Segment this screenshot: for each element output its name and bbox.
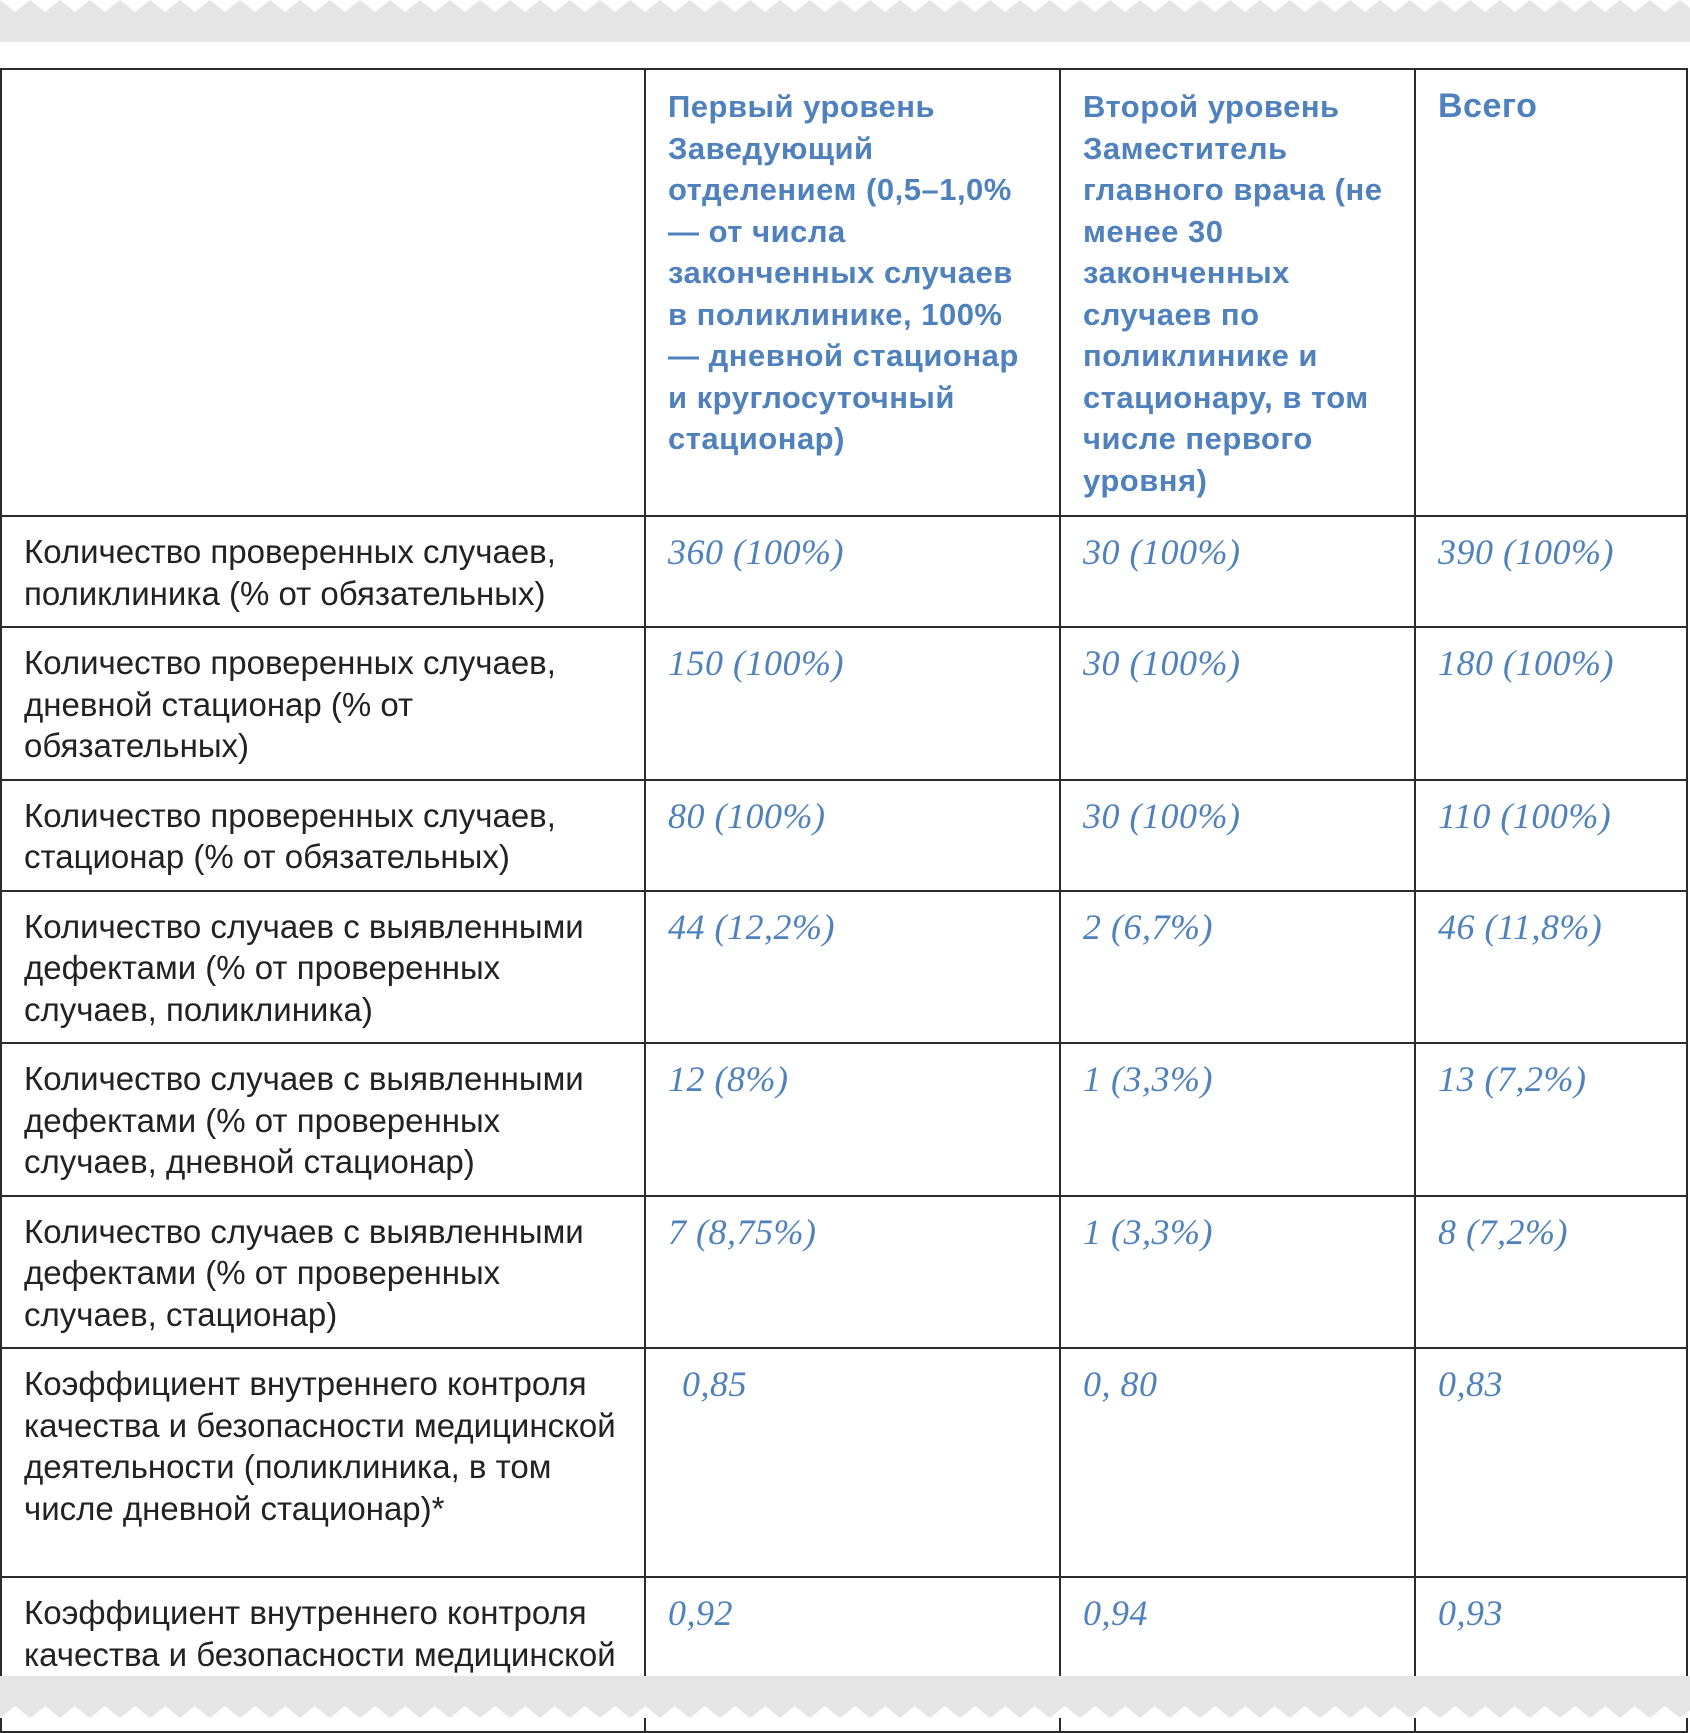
header-row (1, 69, 1687, 516)
second-level-value: 30 (100%) (1060, 627, 1415, 780)
total-value: 8 (7,2%) (1415, 1196, 1687, 1349)
table-row (1, 1348, 1687, 1577)
table-row (1, 1043, 1687, 1196)
zigzag-shape (0, 0, 1690, 12)
total-value: 180 (100%) (1415, 627, 1687, 780)
first-level-value: 44 (12,2%) (645, 891, 1060, 1044)
first-level-value: 12 (8%) (645, 1043, 1060, 1196)
first-level-value: 150 (100%) (645, 627, 1060, 780)
table-row (1, 627, 1687, 780)
total-value: 13 (7,2%) (1415, 1043, 1687, 1196)
first-level-value: 80 (100%) (645, 780, 1060, 891)
row-label: Количество случаев с выявленными дефектами (% от проверенных случаев, поликлиника) (1, 891, 645, 1044)
row-label: Количество проверенных случаев, поликлиника (% от обязательных) (1, 516, 645, 627)
zigzag-shape (0, 1706, 1690, 1718)
header-total: Всего (1415, 69, 1687, 516)
row-label: Количество проверенных случаев, стационар (% от обязательных) (1, 780, 645, 891)
total-value: 0,93 (1415, 1577, 1687, 1732)
header-corner-cell (1, 69, 645, 516)
row-label: Коэффициент внутреннего контроля качества и безопасности медицинской деятельности (поликлиника, в том числе дневной стационар)* (1, 1348, 645, 1577)
row-label: Количество случаев с выявленными дефектами (% от проверенных случаев, стационар) (1, 1196, 645, 1349)
row-label: Количество проверенных случаев, дневной стационар (% от обязательных) (1, 627, 645, 780)
second-level-value: 30 (100%) (1060, 516, 1415, 627)
first-level-value: 360 (100%) (645, 516, 1060, 627)
second-level-value: 0, 80 (1060, 1348, 1415, 1577)
top-decorative-band (0, 0, 1690, 42)
second-level-value: 1 (3,3%) (1060, 1196, 1415, 1349)
first-level-value: 0,85 (645, 1348, 1060, 1577)
row-label: Коэффициент внутреннего контроля качества и безопасности медицинской (1, 1577, 645, 1732)
first-level-value: 0,92 (645, 1577, 1060, 1732)
table-row (1, 516, 1687, 627)
header-first-level: Первый уровень Заведующий отделением (0,5–1,0% — от числа законченных случаев в поликлинике, 100% — дневной стационар и круглосуточный стационар) (645, 69, 1060, 516)
total-value: 110 (100%) (1415, 780, 1687, 891)
table-row (1, 891, 1687, 1044)
second-level-value: 2 (6,7%) (1060, 891, 1415, 1044)
zigzag-edge-bottom (0, 1676, 1690, 1718)
total-value: 46 (11,8%) (1415, 891, 1687, 1044)
zigzag-edge-top (0, 0, 1690, 42)
first-level-value: 7 (8,75%) (645, 1196, 1060, 1349)
second-level-value: 1 (3,3%) (1060, 1043, 1415, 1196)
second-level-value: 30 (100%) (1060, 780, 1415, 891)
bottom-decorative-band (0, 1676, 1690, 1718)
row-label: Количество случаев с выявленными дефектами (% от проверенных случаев, дневной стационар) (1, 1043, 645, 1196)
second-level-value: 0,94 (1060, 1577, 1415, 1732)
quality-control-table (0, 68, 1688, 1733)
total-value: 390 (100%) (1415, 516, 1687, 627)
table-row (1, 1196, 1687, 1349)
header-second-level: Второй уровень Заместитель главного врача (не менее 30 законченных случаев по поликлинике и стационару, в том числе первого уровня) (1060, 69, 1415, 516)
total-value: 0,83 (1415, 1348, 1687, 1577)
table-row (1, 780, 1687, 891)
